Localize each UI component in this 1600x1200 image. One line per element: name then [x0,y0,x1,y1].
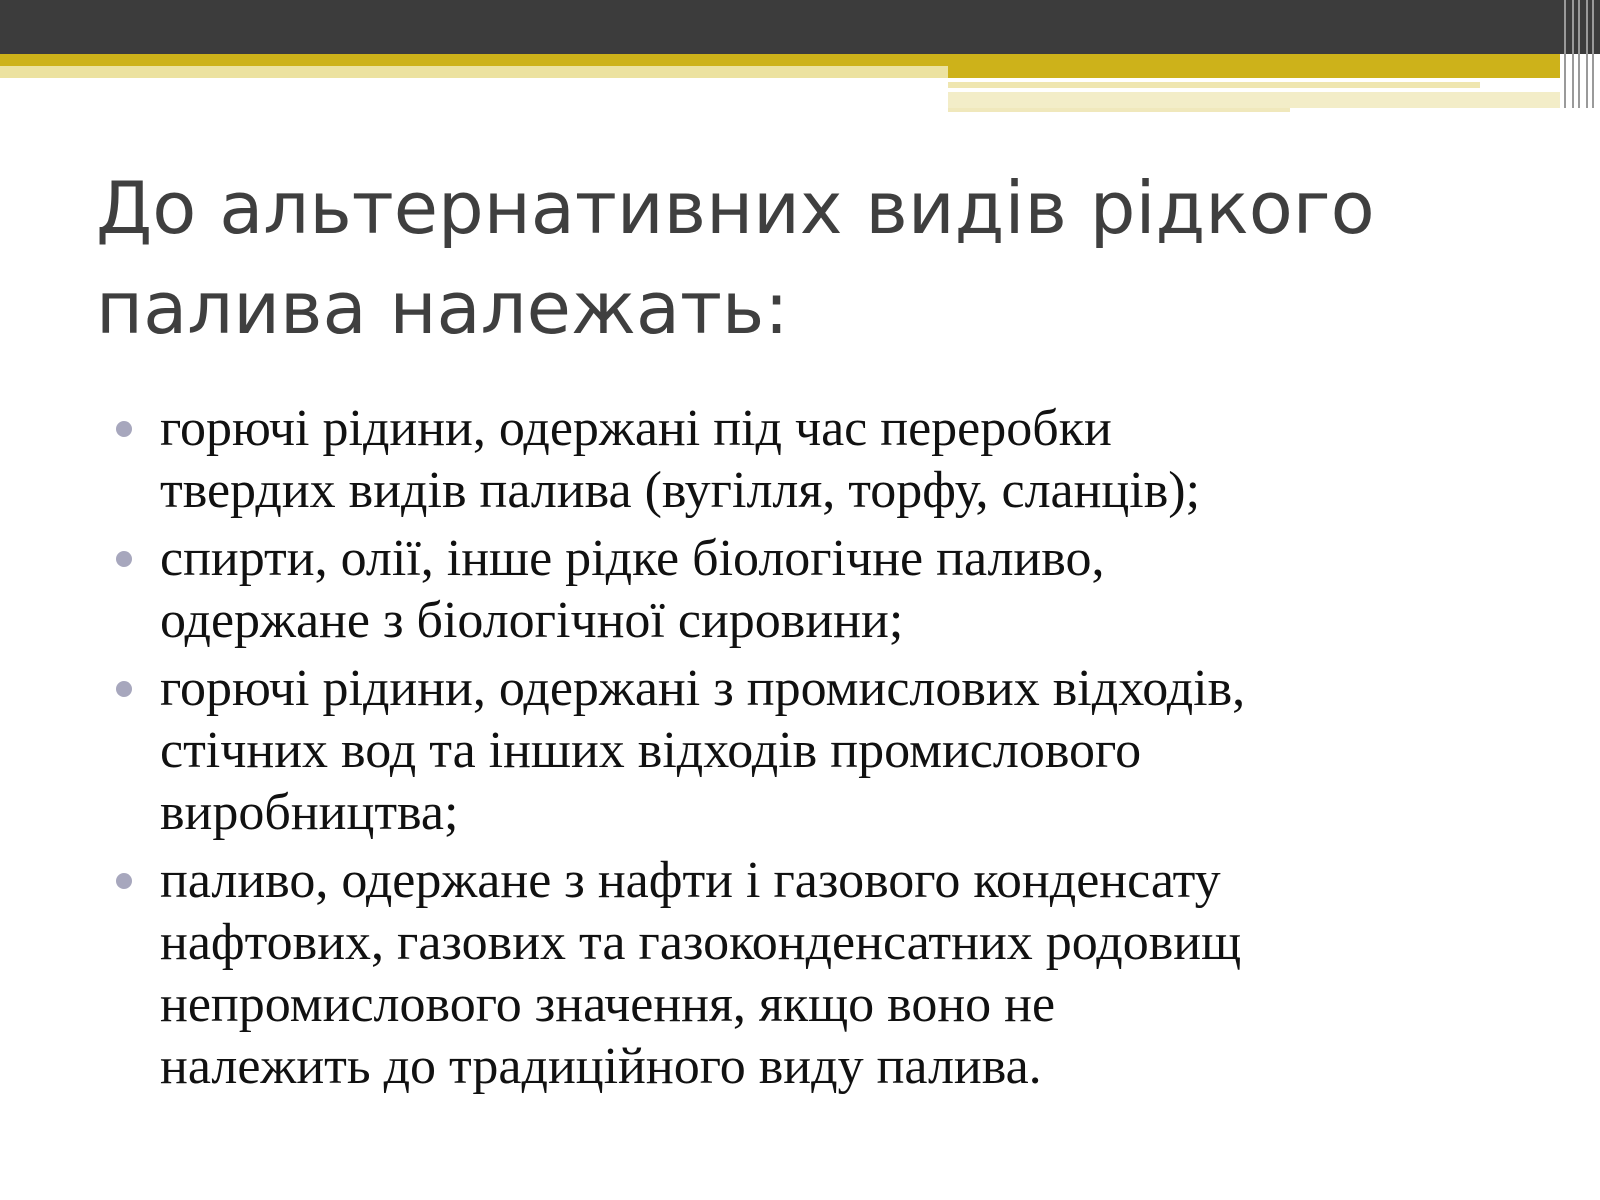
bullet-item [160,398,1560,522]
bullet-line: горючі рідини, одержані під час переробки [160,400,1112,457]
bullet-item [160,850,1560,1098]
title-line: палива належать: [96,266,789,350]
accent-bar [0,54,1560,66]
bullet-line: спирти, олії, інше рідке біологічне паливо, [160,530,1105,587]
bullet-line: одержане з біологічної сировини; [160,592,904,649]
bullet-dot-icon [116,681,132,697]
bullet-line: стічних вод та інших відходів промислового [160,722,1142,779]
bullet-dot-icon [116,421,132,437]
bullet-list [160,398,1560,1104]
bullet-dot-icon [116,873,132,889]
bullet-line: належить до традиційного виду палива. [160,1038,1042,1095]
bullet-line: виробництва; [160,784,459,841]
bullet-line: нафтових, газових та газоконденсатних родовищ [160,914,1242,971]
bullet-dot-icon [116,551,132,567]
accent-stripe-thin [948,82,1480,88]
accent-stripe-pale [948,92,1560,108]
bullet-item [160,658,1560,844]
bullet-item [160,528,1560,652]
corner-decoration [1560,0,1600,108]
bullet-line: паливо, одержане з нафти і газового конденсату [160,852,1221,909]
bullet-line: непромислового значення, якщо воно не [160,976,1056,1033]
accent-bar-right [948,66,1560,78]
bullet-line: твердих видів палива (вугілля, торфу, сланців); [160,462,1201,519]
bullet-line: горючі рідини, одержані з промислових відходів, [160,660,1246,717]
header-bar [0,0,1600,54]
accent-bar-light [0,66,948,78]
accent-stripe-pale-2 [948,108,1290,112]
title-line: До альтернативних видів рідкого [96,166,1375,250]
slide-title [96,158,1516,358]
